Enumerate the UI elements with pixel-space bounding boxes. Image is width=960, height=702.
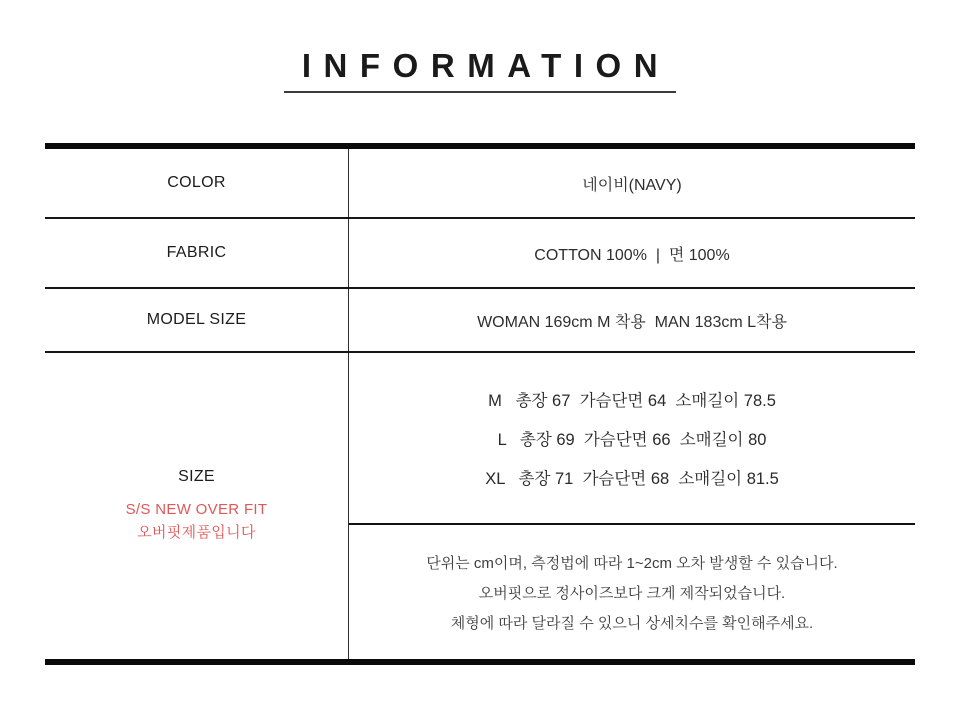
- size-row-value-cell: [349, 353, 915, 659]
- size-line-m: M 총장 67 가슴단면 64 소매길이 78.5: [488, 392, 776, 410]
- table-row-size: [45, 353, 915, 659]
- color-row-label: COLOR: [45, 149, 349, 217]
- size-fit-note-en: S/S NEW OVER FIT: [125, 500, 268, 518]
- page-title: INFORMATION: [284, 48, 676, 93]
- table-row-fabric: [45, 219, 915, 289]
- fabric-row-label: FABRIC: [45, 219, 349, 287]
- measurement-notes: [349, 525, 915, 659]
- model-size-row-label: MODEL SIZE: [45, 289, 349, 351]
- size-fit-note-ko: 오버핏제품입니다: [137, 524, 256, 541]
- color-row-value: 네이비(NAVY): [582, 176, 682, 194]
- size-measurements-list: [349, 353, 915, 525]
- size-line-l: L 총장 69 가슴단면 66 소매길이 80: [497, 431, 767, 449]
- table-row-model-size: [45, 289, 915, 353]
- fabric-row-value: COTTON 100% | 면 100%: [534, 246, 730, 264]
- note-line-2: 오버핏으로 정사이즈보다 크게 제작되었습니다.: [478, 584, 786, 602]
- title-container: [0, 0, 960, 93]
- size-line-xl: XL 총장 71 가슴단면 68 소매길이 81.5: [485, 470, 779, 488]
- size-row-label-cell: [45, 353, 349, 659]
- model-size-row-value: WOMAN 169cm M 착용 MAN 183cm L착용: [477, 313, 787, 331]
- info-table: [45, 143, 915, 665]
- note-line-3: 체형에 따라 달라질 수 있으니 상세치수를 확인해주세요.: [450, 614, 814, 632]
- size-row-label: SIZE: [178, 467, 215, 485]
- table-row-color: [45, 149, 915, 219]
- note-line-1: 단위는 cm이며, 측정법에 따라 1~2cm 오차 발생할 수 있습니다.: [426, 554, 838, 572]
